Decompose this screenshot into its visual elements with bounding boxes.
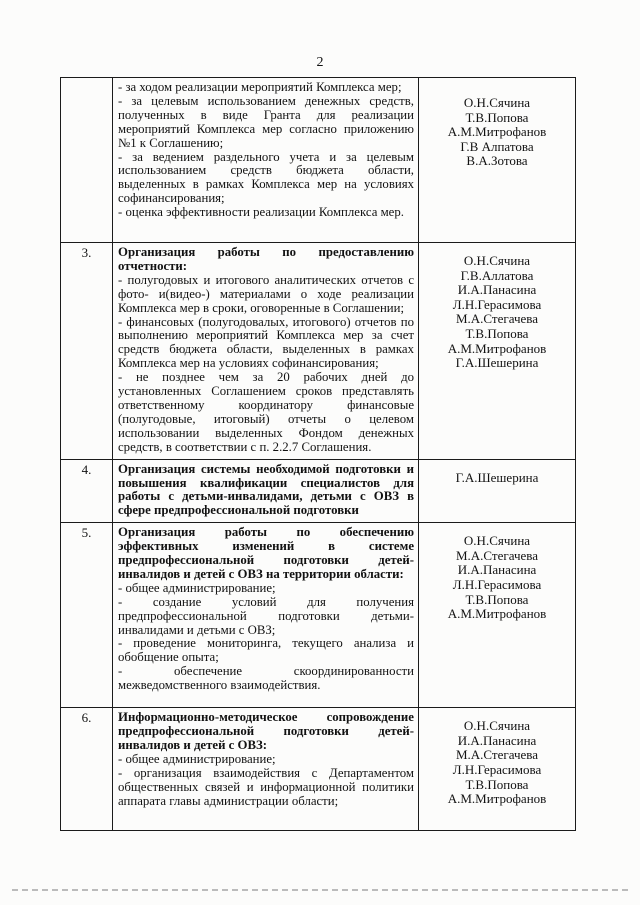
row-number: 3. [61, 243, 113, 460]
responsible-persons [419, 459, 576, 523]
row-number [61, 78, 113, 243]
table-row [61, 78, 576, 243]
row-number: 5. [61, 523, 113, 708]
person-name: О.Н.Сячина [463, 95, 531, 110]
list-item: - финансовых (полугодовалых, итогового) отчетов по выполнению мероприятий Комплекса мер за счет средств бюджета области, выделенных в рамках Комплекса мер на условиях софинансирования; [118, 314, 414, 371]
row-content [113, 708, 419, 831]
list-item: - обеспечение скоординированности межведомственного взаимодействия. [118, 664, 414, 693]
row-title: Информационно-методическое сопровождение предпрофессиональной подготовки детей-инвалидов и детей с ОВЗ: [118, 710, 414, 753]
person-name: О.Н.Сячина [463, 253, 531, 268]
person-name: А.М.Митрофанов [447, 340, 547, 356]
row-content [113, 459, 419, 523]
person-name: Т.В.Попова [465, 109, 529, 125]
scan-edge-artifact [12, 889, 628, 891]
person-name: Т.В.Попова [465, 325, 529, 341]
person-name: О.Н.Сячина [463, 718, 531, 734]
person-name: А.М.Митрофанов [447, 791, 547, 807]
row-title: Организация системы необходимой подготовки и повышения квалификации специалистов для работы с детьми-инвалидами, детьми с ОВЗ в сфере предпрофессиональной подготовки [118, 461, 414, 518]
row-content [113, 523, 419, 708]
person-name: О.Н.Сячина [463, 533, 531, 549]
list-item: - за ведением раздельного учета и за целевым использованием средств бюджета области, выделенных в рамках Комплекса мер на условиях софинансирования; [118, 149, 414, 206]
list-item: - создание условий для получения предпрофессиональной подготовки детьми-инвалидами и детьми с ОВЗ; [118, 594, 414, 637]
row-number: 4. [61, 459, 113, 523]
person-name: В.А.Зотова [466, 153, 528, 169]
person-name: И.А.Панасина [457, 732, 537, 748]
list-item: - за ходом реализации мероприятий Комплекса мер; [118, 80, 402, 94]
row-title: Организация работы по обеспечению эффективных изменений в системе предпрофессиональной подготовки детей-инвалидов и детей с ОВЗ на территории области: [118, 525, 414, 581]
person-name: А.М.Митрофанов [447, 124, 547, 140]
list-item: - общее администрирование; [118, 580, 276, 595]
responsible-persons [419, 78, 576, 243]
row-title: Организация работы по предоставлению отчетности: [118, 245, 414, 273]
person-name: Г.В.Аллатова [460, 267, 534, 283]
responsible-persons [419, 243, 576, 460]
table-row [61, 708, 576, 831]
list-item: - организация взаимодействия с Департаментом общественных связей и информационной политики аппарата главы администрации области; [118, 765, 414, 808]
row-number: 6. [61, 708, 113, 831]
table-row [61, 523, 576, 708]
person-name: М.А.Стегачева [455, 311, 539, 327]
person-name: И.А.Панасина [457, 562, 537, 578]
table-row [61, 459, 576, 523]
person-name: И.А.Панасина [457, 282, 537, 298]
person-name: Г.В Алпатова [460, 138, 534, 154]
person-name: Л.Н.Герасимова [452, 762, 542, 777]
table-row [61, 243, 576, 460]
person-name: Л.Н.Герасимова [452, 577, 542, 592]
row-content [113, 243, 419, 460]
list-item: - оценка эффективности реализации Комплекса мер. [118, 205, 404, 220]
person-name: Т.В.Попова [465, 776, 529, 792]
person-name: А.М.Митрофанов [447, 606, 547, 622]
person-name: М.А.Стегачева [455, 547, 539, 563]
list-item: - не позднее чем за 20 рабочих дней до установленных Соглашением сроков представлять ответственному координатору финансовые (полугодовые, итоговый) отчеты о целевом использовании выделенных Фондом денежных средств, в соответствии с п. 2.2.7 Соглашения. [118, 370, 414, 454]
list-item: - проведение мониторинга, текущего анализа и обобщение опыта; [118, 636, 414, 665]
responsible-persons [419, 523, 576, 708]
row-content [113, 78, 419, 243]
responsibility-table [60, 77, 576, 831]
person-name: Л.Н.Герасимова [452, 296, 542, 312]
responsible-persons [419, 708, 576, 831]
person-name: Г.А.Шешерина [455, 469, 539, 485]
list-item: - полугодовых и итогового аналитических отчетов с фото- и(видео-) материалами о ходе реализации Комплекса мер в сроки, оговоренные в Соглашении; [118, 272, 414, 315]
person-name: М.А.Стегачева [455, 747, 539, 763]
person-name: Т.В.Попова [465, 591, 529, 607]
person-name: Г.А.Шешерина [455, 355, 539, 371]
list-item: - общее администрирование; [118, 751, 276, 766]
list-item: - за целевым использованием денежных средств, полученных в виде Гранта для реализации мероприятий Комплекса мер согласно приложению №1 к Соглашению; [118, 93, 414, 150]
page-number: 2 [316, 55, 324, 70]
